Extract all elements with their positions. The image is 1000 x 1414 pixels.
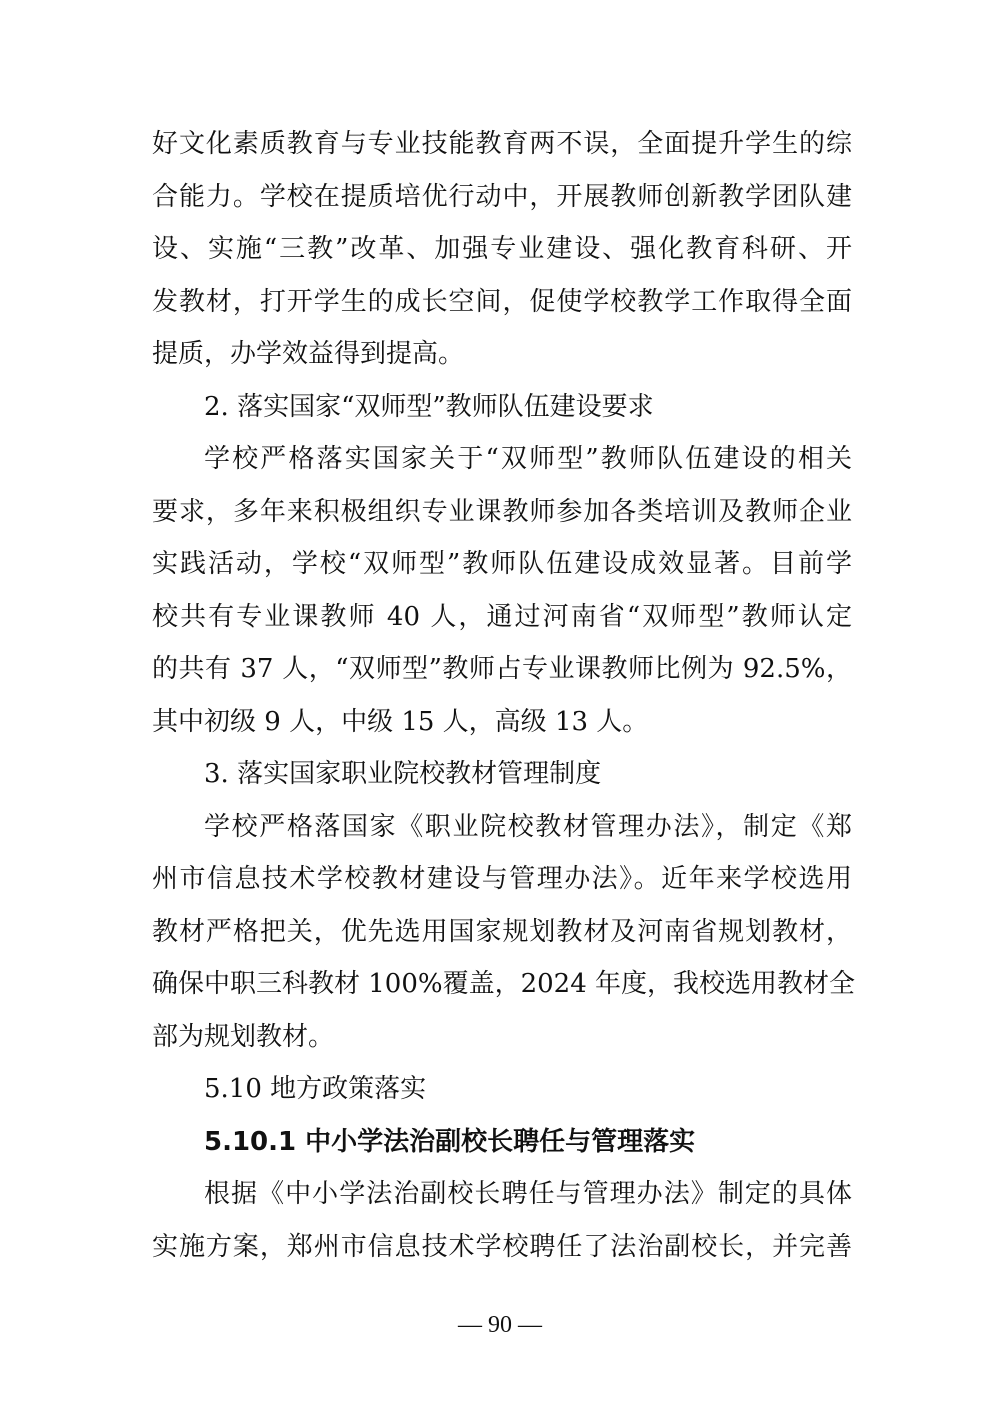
document-body bbox=[152, 118, 856, 1273]
body-line: 确保中职三科教材 100%覆盖，2024 年度，我校选用教材全 bbox=[152, 969, 856, 999]
body-line: 学校严格落实国家关于“双师型”教师队伍建设的相关 bbox=[204, 444, 852, 474]
subsection-heading: 5.10.1 中小学法治副校长聘任与管理落实 bbox=[204, 1126, 696, 1157]
body-line: 的共有 37 人，“双师型”教师占专业课教师比例为 92.5%， bbox=[152, 654, 852, 684]
body-line: 要求，多年来积极组织专业课教师参加各类培训及教师企业 bbox=[152, 496, 852, 527]
section-heading: 3. 落实国家职业院校教材管理制度 bbox=[204, 759, 602, 789]
body-line: 校共有专业课教师 40 人，通过河南省“双师型”教师认定 bbox=[152, 601, 852, 632]
section-heading: 2. 落实国家“双师型”教师队伍建设要求 bbox=[204, 391, 654, 422]
body-line: 州市信息技术学校教材建设与管理办法》。近年来学校选用 bbox=[152, 864, 852, 894]
body-line: 提质，办学效益得到提高。 bbox=[152, 339, 465, 369]
body-line: 发教材，打开学生的成长空间，促使学校教学工作取得全面 bbox=[152, 286, 852, 317]
body-line: 教材严格把关，优先选用国家规划教材及河南省规划教材， bbox=[152, 916, 852, 947]
section-heading: 5.10 地方政策落实 bbox=[204, 1074, 427, 1104]
body-line: 合能力。学校在提质培优行动中，开展教师创新教学团队建 bbox=[152, 181, 852, 212]
body-line: 实施方案，郑州市信息技术学校聘任了法治副校长，并完善 bbox=[152, 1231, 852, 1262]
body-line: 部为规划教材。 bbox=[152, 1021, 335, 1052]
body-line: 实践活动，学校“双师型”教师队伍建设成效显著。目前学 bbox=[152, 549, 852, 579]
body-line: 其中初级 9 人，中级 15 人，高级 13 人。 bbox=[152, 706, 649, 737]
body-line: 学校严格落国家《职业院校教材管理办法》，制定《郑 bbox=[204, 811, 852, 842]
body-line: 根据《中小学法治副校长聘任与管理办法》制定的具体 bbox=[204, 1179, 852, 1209]
page-number: — 90 — bbox=[458, 1312, 542, 1338]
body-line: 设、实施“三教”改革、加强专业建设、强化教育科研、开 bbox=[152, 234, 852, 264]
body-line: 好文化素质教育与专业技能教育两不误，全面提升学生的综 bbox=[152, 129, 852, 159]
